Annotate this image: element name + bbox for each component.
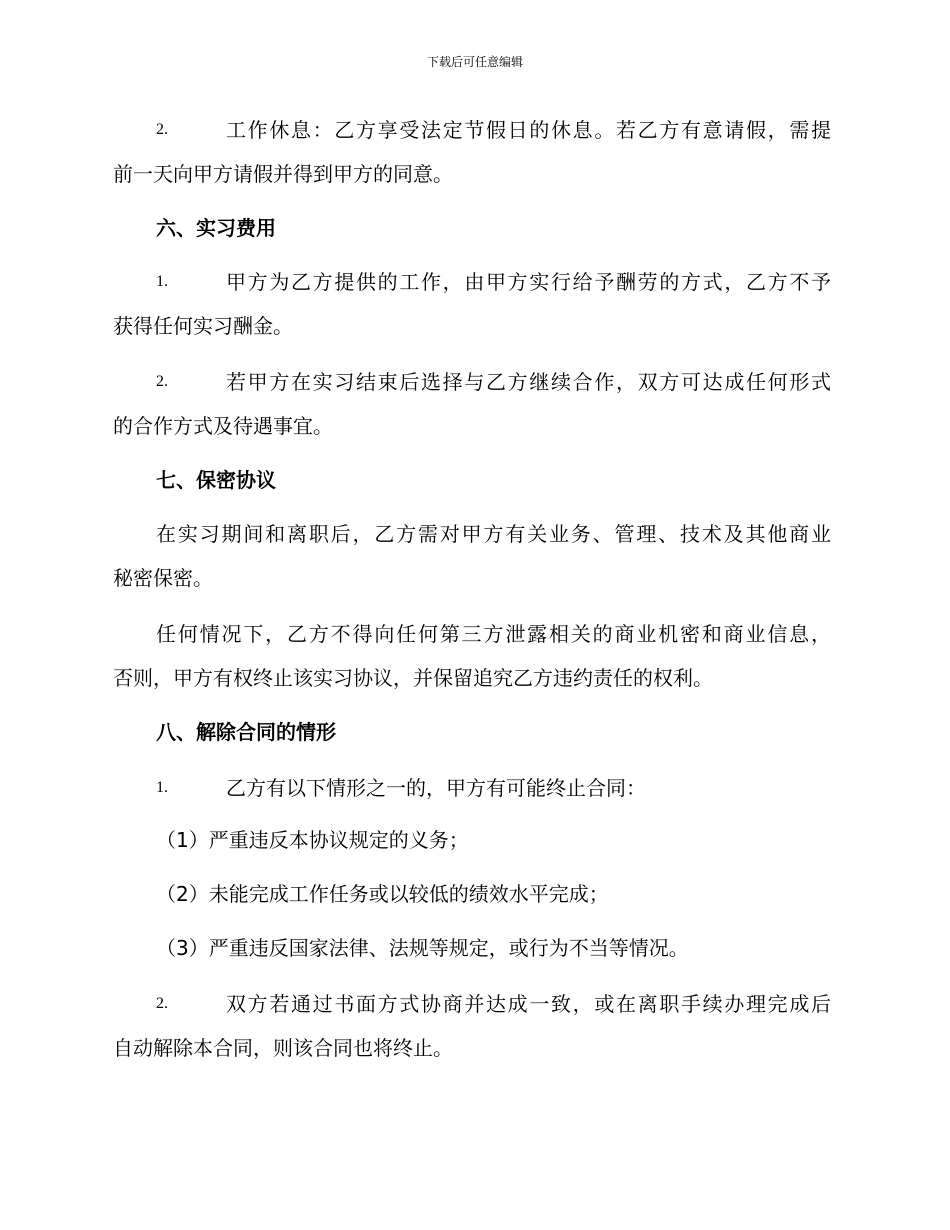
list-item: （2）未能完成工作任务或以较低的绩效水平完成；: [156, 882, 609, 906]
paragraph-line: 自动解除本合同，则该合同也将终止。: [113, 1036, 453, 1060]
section-heading: 七、保密协议: [156, 468, 276, 492]
list-number: 2.: [156, 373, 168, 390]
paragraph-line: 若甲方在实习结束后选择与乙方继续合作，双方可达成任何形式: [226, 370, 831, 394]
paragraph-line: 甲方为乙方提供的工作，由甲方实行给予酬劳的方式，乙方不予: [226, 270, 831, 294]
paragraph-line: 双方若通过书面方式协商并达成一致，或在离职手续办理完成后: [226, 992, 831, 1016]
list-number: 2.: [156, 995, 168, 1012]
paragraph-line: 获得任何实习酬金。: [113, 314, 293, 338]
list-number: 2.: [156, 121, 168, 138]
list-item: （3）严重违反国家法律、法规等规定，或行为不当等情况。: [156, 936, 689, 960]
page-header: 下载后可任意编辑: [426, 55, 523, 69]
list-item: （1）严重违反本协议规定的义务；: [156, 828, 469, 852]
list-number: 1.: [156, 273, 168, 290]
section-heading: 六、实习费用: [156, 216, 276, 240]
paragraph-line: 前一天向甲方请假并得到甲方的同意。: [113, 162, 453, 186]
paragraph-line: 任何情况下，乙方不得向任何第三方泄露相关的商业机密和商业信息，: [156, 622, 831, 646]
paragraph-line: 乙方有以下情形之一的，甲方有可能终止合同：: [226, 776, 646, 800]
paragraph-line: 秘密保密。: [113, 566, 213, 590]
section-heading: 八、解除合同的情形: [156, 720, 336, 744]
paragraph-line: 工作休息：乙方享受法定节假日的休息。若乙方有意请假，需提: [226, 118, 831, 142]
paragraph-line: 否则，甲方有权终止该实习协议，并保留追究乙方违约责任的权利。: [113, 666, 713, 690]
list-number: 1.: [156, 779, 168, 796]
paragraph-line: 的合作方式及待遇事宜。: [113, 414, 333, 438]
paragraph-line: 在实习期间和离职后，乙方需对甲方有关业务、管理、技术及其他商业: [156, 522, 831, 546]
